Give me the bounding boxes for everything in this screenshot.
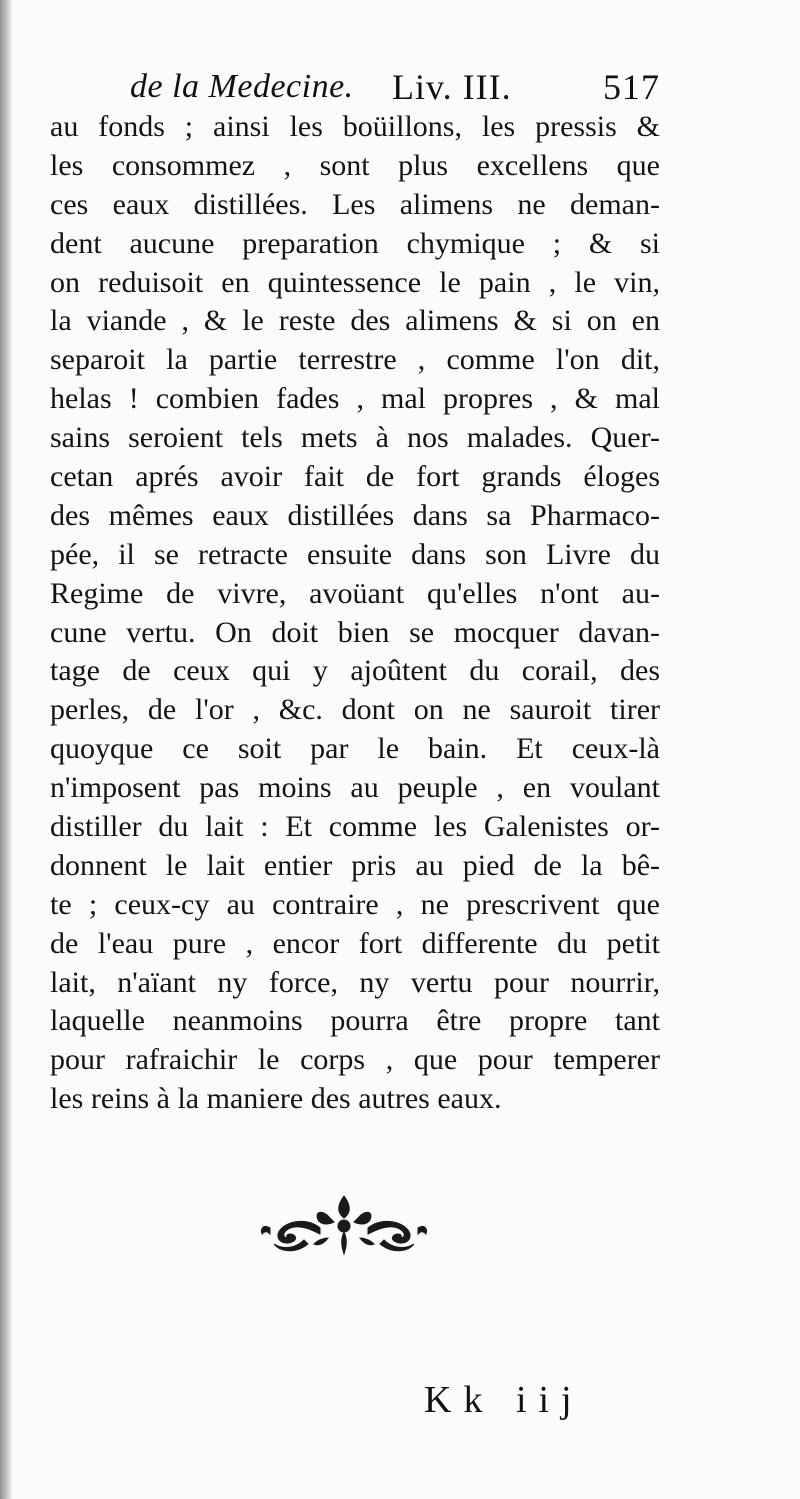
- text-line: cune vertu. On doit bien se mocquer davan-: [50, 615, 660, 649]
- text-line: pour rafraichir le corps , que pour temperer: [50, 1043, 660, 1077]
- page-gutter-shadow: [0, 0, 12, 1499]
- text-line: separoit la partie terrestre , comme l'on dit,: [50, 343, 660, 377]
- text-line: Regime de vivre, avoüant qu'elles n'ont au-: [50, 576, 660, 610]
- text-line: de l'eau pure , encor fort differente du petit: [50, 926, 660, 960]
- facing-page-bleed-through: [740, 170, 800, 400]
- page-number: 517: [603, 67, 660, 107]
- text-line last-line: les reins à la maniere des autres eaux.: [50, 1082, 502, 1116]
- text-line: ces eaux distillées. Les alimens ne deman-: [50, 187, 660, 221]
- text-line: quoyque ce soit par le bain. Et ceux-là: [50, 732, 660, 766]
- text-line: laquelle neanmoins pourra être propre tant: [50, 1004, 660, 1038]
- body-text: [50, 108, 660, 1119]
- floral-vignette-icon: [258, 1188, 430, 1260]
- text-line: des mêmes eaux distillées dans sa Pharmaco-: [50, 498, 660, 532]
- text-line: lait, n'aïant ny force, ny vertu pour nourrir,: [50, 965, 660, 999]
- text-line: les consommez , sont plus excellens que: [50, 148, 660, 182]
- running-title: de la Medecine.: [130, 68, 354, 105]
- text-line: sains seroient tels mets à nos malades. Quer-: [50, 421, 660, 455]
- text-line: n'imposent pas moins au peuple , en voulant: [50, 771, 660, 805]
- text-line: cetan aprés avoir fait de fort grands éloges: [50, 460, 660, 494]
- text-line: la viande , & le reste des alimens & si on en: [50, 304, 660, 338]
- text-line: tage de ceux qui y ajoûtent du corail, des: [50, 654, 660, 688]
- text-line: distiller du lait : Et comme les Galenistes or-: [50, 810, 660, 844]
- text-line: au fonds ; ainsi les boüillons, les pressis &: [50, 110, 660, 143]
- text-line: donnent le lait entier pris au pied de la bê-: [50, 848, 660, 882]
- signature-mark: Kk iij: [424, 1379, 584, 1421]
- text-line: helas ! combien fades , mal propres , & mal: [50, 382, 660, 416]
- text-line: pée, il se retracte ensuite dans son Livre du: [50, 537, 660, 571]
- running-header: [130, 62, 660, 114]
- text-line: te ; ceux-cy au contraire , ne prescrivent que: [50, 887, 660, 921]
- text-line: dent aucune preparation chymique ; & si: [50, 226, 660, 260]
- text-line: perles, de l'or , &c. dont on ne sauroit tirer: [50, 693, 660, 727]
- book-reference: Liv. III.: [392, 67, 512, 107]
- text-line: on reduisoit en quintessence le pain , le vin,: [50, 265, 660, 299]
